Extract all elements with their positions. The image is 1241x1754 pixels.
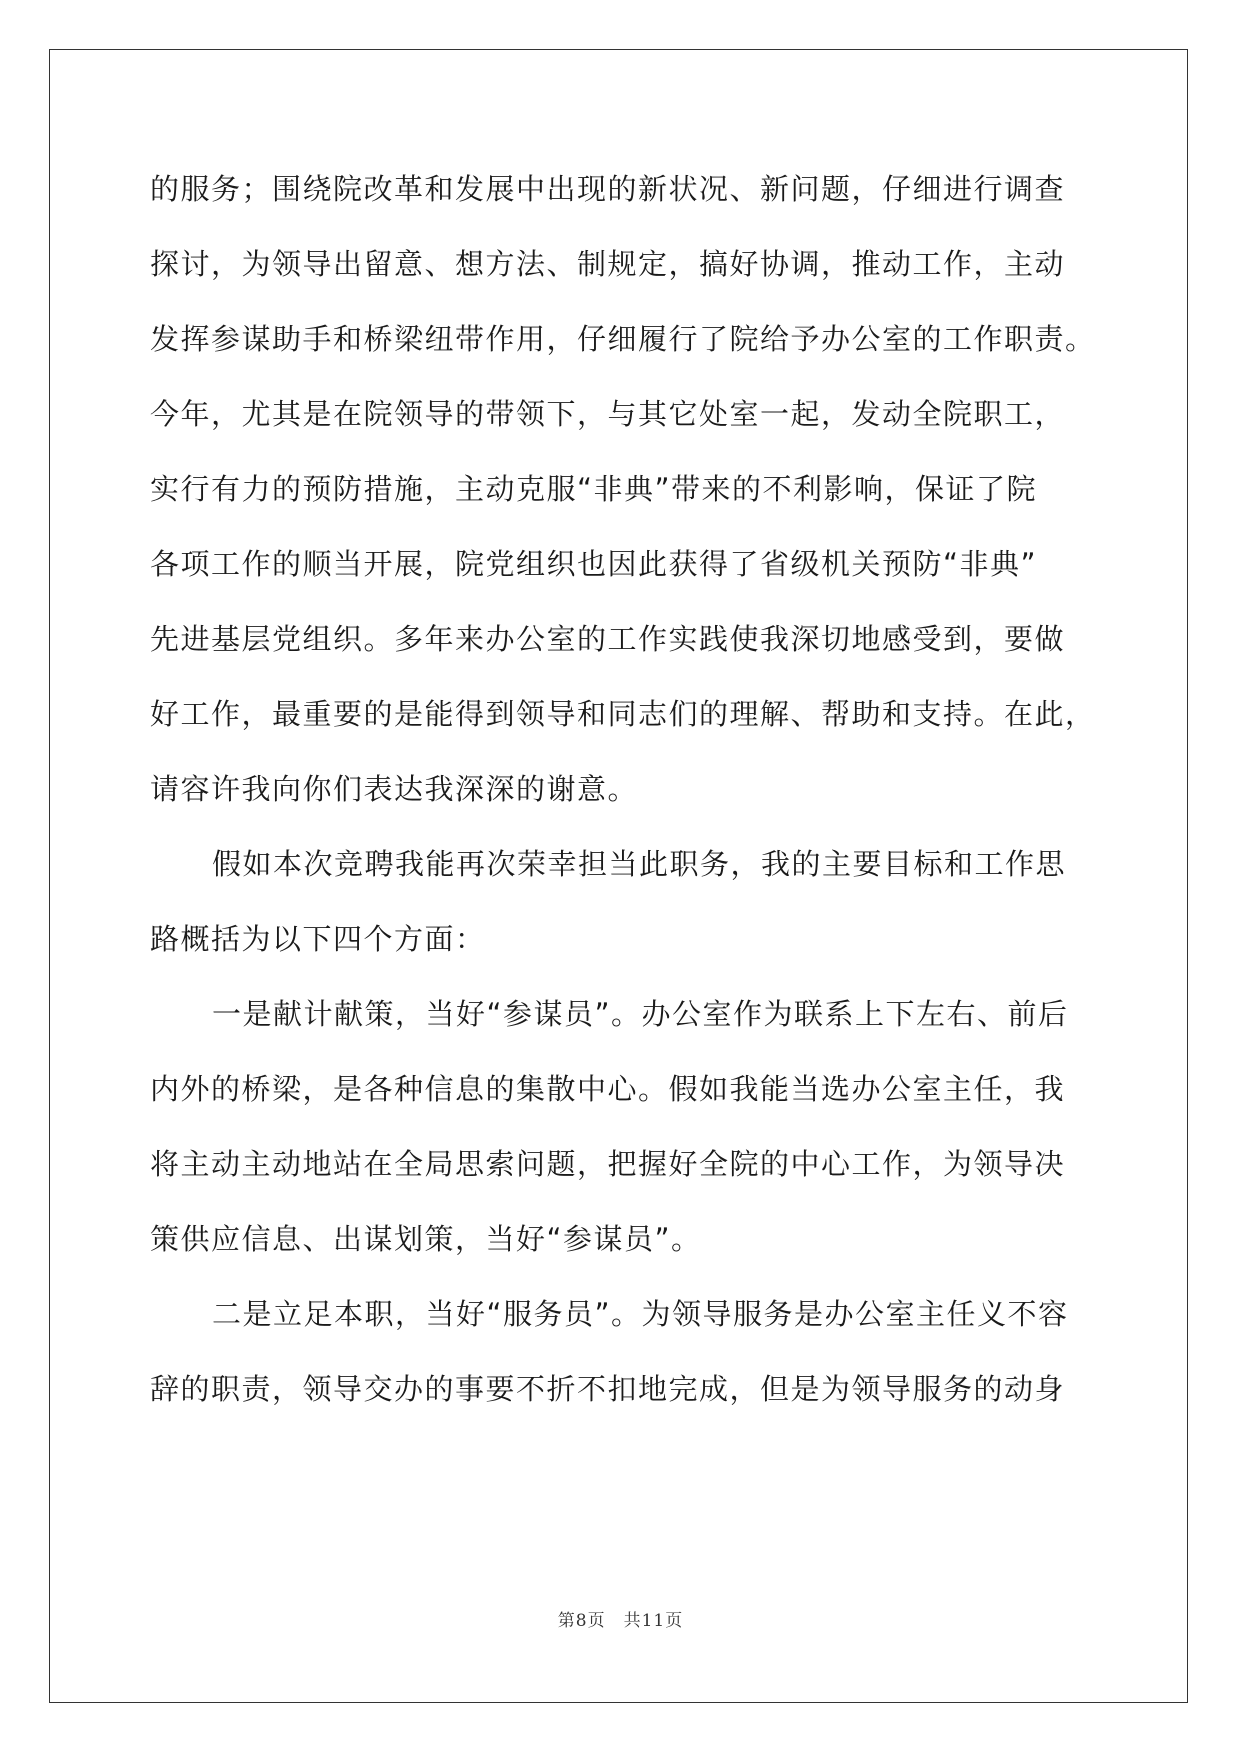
text-line: 的服务；围绕院改革和发展中出现的新状况、新问题，仔细进行调查 [150, 172, 1066, 206]
paragraph-start-line: 一是献计献策，当好“参谋员”。办公室作为联系上下左右、前后 [212, 997, 1069, 1031]
text-line: 内外的桥梁，是各种信息的集散中心。假如我能当选办公室主任，我 [150, 1072, 1066, 1106]
page-footer [0, 1606, 1241, 1631]
text-line: 策供应信息、出谋划策，当好“参谋员”。 [150, 1222, 702, 1256]
paragraph-start-line: 二是立足本职，当好“服务员”。为领导服务是办公室主任义不容 [212, 1297, 1069, 1331]
text-line: 辞的职责，领导交办的事要不折不扣地完成，但是为领导服务的动身 [150, 1372, 1066, 1406]
page-number: 第8页 [557, 1611, 606, 1631]
paragraph-start-line: 假如本次竞聘我能再次荣幸担当此职务，我的主要目标和工作思 [212, 847, 1067, 881]
text-line: 实行有力的预防措施，主动克服“非典”带来的不利影响，保证了院 [150, 472, 1038, 506]
document-body [150, 162, 1100, 1437]
text-line: 各项工作的顺当开展，院党组织也因此获得了省级机关预防“非典” [150, 547, 1038, 581]
text-line: 今年，尤其是在院领导的带领下，与其它处室一起，发动全院职工， [150, 397, 1066, 431]
text-line: 将主动主动地站在全局思索问题，把握好全院的中心工作，为领导决 [150, 1147, 1066, 1181]
text-line: 先进基层党组织。多年来办公室的工作实践使我深切地感受到，要做 [150, 622, 1066, 656]
text-line: 路概括为以下四个方面： [150, 922, 486, 956]
text-line: 好工作，最重要的是能得到领导和同志们的理解、帮助和支持。在此， [150, 697, 1096, 731]
text-line: 发挥参谋助手和桥梁纽带作用，仔细履行了院给予办公室的工作职责。 [150, 322, 1096, 356]
text-line: 请容许我向你们表达我深深的谢意。 [150, 772, 639, 806]
page-total: 共11页 [623, 1611, 684, 1631]
text-line: 探讨，为领导出留意、想方法、制规定，搞好协调，推动工作，主动 [150, 247, 1066, 281]
